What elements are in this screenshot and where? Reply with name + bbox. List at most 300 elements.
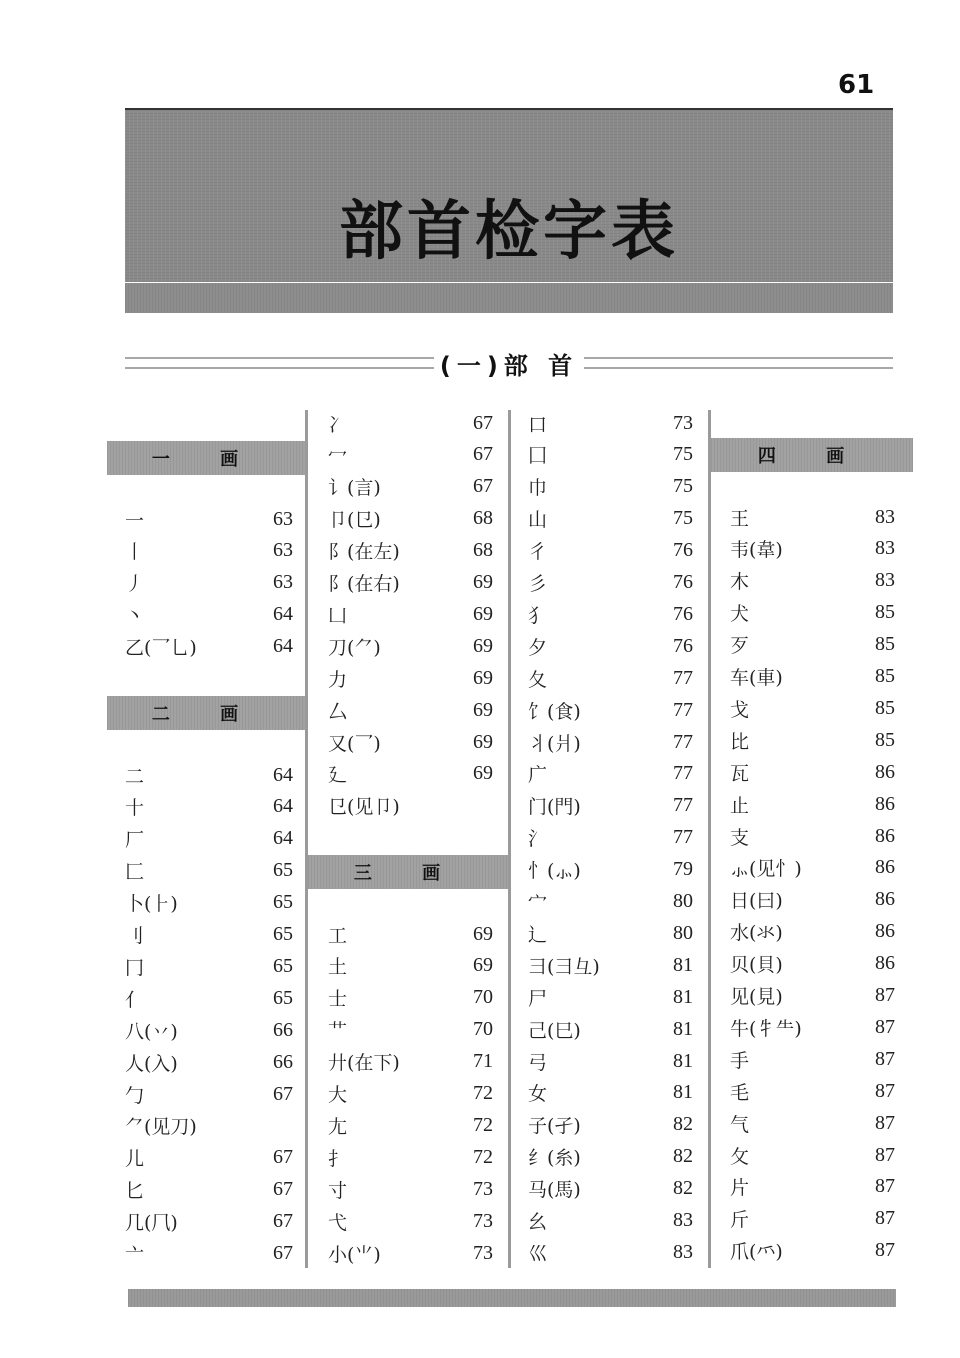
radical-page-number: 87 [875, 1079, 895, 1102]
radical-label: 支 [730, 826, 750, 849]
radical-label: 牛(牜⺧) [730, 1017, 802, 1040]
radical-entry [125, 950, 293, 982]
radical-page-number: 65 [273, 986, 293, 1009]
radical-page-number: 80 [673, 921, 693, 944]
radical-entry [528, 662, 693, 694]
radical-entry [730, 980, 895, 1012]
radical-page-number: 67 [273, 1242, 293, 1264]
radical-entry [328, 726, 493, 758]
radical-entry [328, 1173, 493, 1205]
radical-page-number: 83 [875, 505, 895, 528]
radical-label: 工 [328, 924, 348, 947]
radical-entry [528, 1013, 693, 1045]
radical-entry [528, 790, 693, 822]
radical-label: 戈 [730, 698, 750, 721]
radical-entry [730, 565, 895, 597]
radical-page-number: 83 [875, 569, 895, 592]
radical-label: 日(曰) [730, 890, 783, 913]
radical-page-number: 86 [875, 888, 895, 911]
radical-entry [730, 1203, 895, 1235]
radical-page-number: 70 [473, 1018, 493, 1041]
radical-label: 阝(在右) [328, 573, 400, 595]
radical-label: 韦(韋) [730, 539, 783, 562]
radical-label: 廴 [328, 764, 348, 787]
radical-entry [730, 916, 895, 948]
radical-entry [125, 1110, 293, 1142]
column-divider [708, 410, 711, 1268]
radical-label: ⺗(见忄) [730, 858, 802, 881]
radical-label: 扌 [328, 1147, 348, 1170]
radical-page-number: 87 [875, 984, 895, 1006]
radical-label: 木 [730, 571, 750, 594]
radical-entry [528, 726, 693, 758]
radical-page-number: 75 [673, 475, 693, 498]
radical-entry [730, 948, 895, 980]
radical-label: 巛 [528, 1242, 548, 1265]
radical-entry [528, 758, 693, 790]
radical-page-number: 85 [875, 728, 895, 751]
radical-label: 攵 [730, 1145, 750, 1168]
radical-page-number: 81 [673, 1017, 693, 1040]
radical-label: 宀 [528, 892, 548, 914]
radical-label: 乙(乛乚) [125, 637, 197, 660]
radical-page-number: 87 [875, 1175, 895, 1198]
radical-label: 女 [528, 1083, 548, 1106]
radical-page-number: 65 [273, 954, 293, 977]
radical-label: 儿 [125, 1148, 145, 1171]
radical-entry [528, 822, 693, 854]
radical-page-number: 69 [473, 571, 493, 593]
radical-label: 寸 [328, 1179, 348, 1202]
radical-label: 手 [730, 1049, 750, 1072]
radical-entry [528, 535, 693, 567]
radical-entry [125, 855, 293, 887]
radical-page-number: 85 [875, 633, 895, 656]
radical-label: 己(巳) [528, 1019, 581, 1042]
radical-page-number: 69 [473, 698, 493, 721]
radical-label: 十 [125, 797, 145, 820]
radical-label: 辶 [528, 923, 548, 946]
radical-page-number: 64 [273, 763, 293, 786]
radical-entry [125, 1238, 293, 1270]
radical-label: 刀(⺈) [328, 636, 381, 659]
radical-entry [328, 950, 493, 982]
radical-label: 厶 [328, 700, 348, 723]
radical-entry [528, 886, 693, 918]
radical-entry [125, 919, 293, 951]
radical-entry [328, 439, 493, 471]
radical-page-number: 82 [673, 1177, 693, 1200]
radical-label: 丬(爿) [528, 732, 581, 755]
radical-page-number: 75 [673, 443, 693, 466]
radical-page-number: 65 [273, 923, 293, 945]
radical-entry [730, 1011, 895, 1043]
radical-page-number: 87 [875, 1143, 895, 1166]
radical-label: 犭 [528, 604, 548, 627]
radical-page-number: 86 [875, 760, 895, 783]
radical-page-number: 70 [473, 986, 493, 1009]
radical-entry [528, 981, 693, 1013]
radical-page-number: 86 [875, 952, 895, 975]
radical-page-number: 69 [473, 922, 493, 945]
radical-page-number: 65 [273, 891, 293, 914]
radical-label: 马(馬) [528, 1179, 581, 1202]
radical-page-number: 81 [673, 953, 693, 976]
radical-entry [528, 1141, 693, 1173]
radical-label: 丿 [125, 573, 145, 596]
radical-page-number: 86 [875, 824, 895, 847]
radical-entry [528, 503, 693, 535]
radical-label: 士 [328, 988, 348, 1011]
radical-entry [125, 1174, 293, 1206]
radical-entry [125, 1078, 293, 1110]
radical-label: 几(⺇) [125, 1212, 178, 1235]
radical-entry [125, 503, 293, 535]
radical-label: 丨 [125, 541, 145, 564]
radical-entry [730, 1235, 895, 1267]
radical-label: 彐(⺕彑) [528, 955, 600, 978]
radical-page-number: 77 [673, 794, 693, 817]
radical-label: 彡 [528, 573, 548, 595]
radical-page-number: 69 [473, 762, 493, 785]
radical-page-number: 68 [473, 539, 493, 562]
radical-page-number: 66 [273, 1018, 293, 1041]
radical-entry [328, 503, 493, 535]
radical-page-number: 69 [473, 602, 493, 625]
radical-entry [730, 1075, 895, 1107]
radical-entry [328, 982, 493, 1014]
radical-entry [730, 597, 895, 629]
radical-page-number: 63 [273, 539, 293, 562]
radical-label: 凵 [328, 604, 348, 627]
radical-label: 气 [730, 1113, 750, 1136]
radical-page-number: 79 [673, 858, 693, 881]
radical-label: 彳 [528, 541, 548, 564]
stroke-header-1: 一 画 [107, 441, 305, 475]
radical-entry [328, 694, 493, 726]
radical-entry [328, 790, 493, 822]
radical-entry [328, 567, 493, 599]
radical-label: 斤 [730, 1209, 750, 1232]
radical-page-number: 67 [273, 1210, 293, 1233]
radical-entry [125, 567, 293, 599]
radical-entry [730, 820, 895, 852]
radical-page-number: 87 [875, 1207, 895, 1230]
radical-label: 冂 [125, 956, 145, 979]
radical-entry [528, 854, 693, 886]
radical-label: 一 [125, 509, 145, 532]
radical-entry [528, 1109, 693, 1141]
radical-page-number: 65 [273, 859, 293, 882]
radical-page-number: 69 [473, 666, 493, 689]
radical-label: 匕 [125, 1180, 145, 1203]
radical-entry [730, 788, 895, 820]
radical-label: 弓 [528, 1051, 548, 1074]
radical-page-number: 63 [273, 507, 293, 530]
radical-entry [528, 439, 693, 471]
radical-label: 刂 [125, 925, 145, 947]
radical-entry [125, 823, 293, 855]
radical-entry [730, 724, 895, 756]
radical-label: 瓦 [730, 762, 750, 785]
title-banner [125, 108, 893, 282]
radical-page-number: 82 [673, 1113, 693, 1136]
radical-page-number: 77 [673, 666, 693, 689]
radical-page-number: 86 [875, 856, 895, 879]
radical-entry [328, 471, 493, 503]
radical-page-number: 83 [673, 1209, 693, 1231]
radical-entry [528, 1045, 693, 1077]
radical-page-number: 77 [673, 698, 693, 721]
radical-entry [125, 1046, 293, 1078]
bottom-bar [128, 1289, 896, 1307]
radical-label: 㔾(见卩) [328, 796, 400, 819]
radical-page-number: 77 [673, 826, 693, 849]
radical-page-number: 67 [473, 475, 493, 498]
radical-page-number: 87 [875, 1015, 895, 1038]
radical-label: 幺 [528, 1211, 548, 1233]
radical-entry [328, 407, 493, 439]
radical-entry [125, 982, 293, 1014]
radical-label: 尢 [328, 1115, 348, 1138]
radical-page-number: 87 [875, 1111, 895, 1134]
column-divider [508, 410, 511, 1268]
radical-page-number: 73 [473, 1177, 493, 1200]
radical-label: 毛 [730, 1081, 750, 1104]
radical-entry [730, 1107, 895, 1139]
radical-page-number: 67 [273, 1178, 293, 1201]
section-heading-row [125, 348, 893, 378]
radical-page-number: 69 [473, 634, 493, 657]
radical-entry [328, 918, 493, 950]
radical-entry [528, 567, 693, 599]
radical-page-number: 86 [875, 792, 895, 815]
radical-entry [125, 1142, 293, 1174]
radical-page-number: 72 [473, 1145, 493, 1168]
radical-label: 小(⺌) [328, 1243, 381, 1266]
radical-label: 亠 [125, 1244, 145, 1266]
radical-entry [730, 1043, 895, 1075]
radical-page-number: 81 [673, 1049, 693, 1072]
radical-page-number: 83 [875, 537, 895, 560]
radical-page-number: 82 [673, 1145, 693, 1168]
radical-label: 歹 [730, 635, 750, 658]
double-rule-right [584, 357, 893, 369]
radical-label: 八(丷) [125, 1020, 178, 1043]
radical-label: 卩(㔾) [328, 509, 381, 532]
radical-label: 夕 [528, 636, 548, 659]
stroke-header-3: 三 画 [308, 855, 508, 889]
radical-label: 王 [730, 507, 750, 530]
radical-entry [528, 1077, 693, 1109]
radical-entry [528, 598, 693, 630]
radical-entry [125, 759, 293, 791]
radical-entry [528, 630, 693, 662]
radical-entry [125, 631, 293, 663]
radical-label: 忄(⺗) [528, 860, 581, 883]
radical-entry [125, 887, 293, 919]
radical-entry [328, 535, 493, 567]
radical-page-number: 72 [473, 1082, 493, 1104]
radical-entry [528, 471, 693, 503]
radical-label: 冖 [328, 445, 348, 468]
radical-label: 犬 [730, 603, 750, 626]
radical-page-number: 75 [673, 507, 693, 530]
radical-label: 弋 [328, 1211, 348, 1234]
radical-entry [328, 630, 493, 662]
radical-label: 冫 [328, 413, 348, 436]
radical-entry [528, 407, 693, 439]
title-banner-lower-band [125, 283, 893, 313]
radical-label: 亻 [125, 988, 145, 1011]
radical-page-number: 77 [673, 762, 693, 785]
radical-label: 比 [730, 730, 750, 753]
radical-page-number: 73 [473, 1241, 493, 1264]
radical-page-number: 73 [473, 1209, 493, 1232]
double-rule-left [125, 357, 434, 369]
radical-entry [730, 884, 895, 916]
stroke-header-2: 二 画 [107, 696, 305, 730]
radical-page-number: 64 [273, 635, 293, 658]
radical-entry [730, 1139, 895, 1171]
radical-entry [730, 533, 895, 565]
radical-page-number: 67 [473, 411, 493, 434]
page-number: 61 [838, 70, 875, 100]
radical-label: 止 [730, 794, 750, 817]
radical-entry [125, 1014, 293, 1046]
radical-label: 艹 [328, 1020, 348, 1043]
radical-page-number: 87 [875, 1239, 895, 1262]
radical-label: 二 [125, 765, 145, 788]
radical-page-number: 81 [673, 985, 693, 1008]
column-divider [305, 410, 308, 1268]
radical-page-number: 77 [673, 730, 693, 753]
radical-entry [528, 1236, 693, 1268]
radical-entry [528, 1205, 693, 1237]
radical-label: 大 [328, 1084, 348, 1106]
radical-entry [328, 1141, 493, 1173]
radical-label: 山 [528, 509, 548, 532]
radical-entry [125, 599, 293, 631]
radical-page-number: 64 [273, 827, 293, 850]
radical-label: 车(車) [730, 667, 783, 689]
radical-label: 广 [528, 764, 548, 787]
radical-label: 厂 [125, 829, 145, 852]
radical-label: ⺈(见刀) [125, 1116, 197, 1139]
radical-label: 水(氺) [730, 922, 783, 945]
radical-label: 纟(糸) [528, 1147, 581, 1170]
radical-entry [528, 917, 693, 949]
radical-label: 爪(⺤) [730, 1241, 783, 1264]
radical-label: 又(⺂) [328, 732, 381, 755]
radical-label: 讠(言) [328, 477, 381, 500]
radical-page-number: 64 [273, 603, 293, 626]
radical-label: 匚 [125, 861, 145, 884]
radical-entry [328, 1205, 493, 1237]
stroke-header-4: 四 画 [711, 438, 913, 472]
radical-label: 口 [528, 413, 548, 436]
radical-page-number: 69 [473, 730, 493, 753]
radical-entry [528, 949, 693, 981]
radical-label: 子(孑) [528, 1115, 581, 1138]
radical-entry [528, 1173, 693, 1205]
radical-entry [328, 662, 493, 694]
radical-label: 阝(在左) [328, 541, 400, 564]
radical-page-number: 76 [673, 539, 693, 562]
radical-label: 力 [328, 668, 348, 691]
radical-page-number: 83 [673, 1240, 693, 1263]
radical-entry [125, 1206, 293, 1238]
radical-page-number: 71 [473, 1050, 493, 1073]
radical-label: 夂 [528, 668, 548, 691]
radical-page-number: 68 [473, 507, 493, 530]
radical-label: 勹 [125, 1084, 145, 1107]
radical-page-number: 66 [273, 1050, 293, 1073]
radical-label: 廾(在下) [328, 1052, 400, 1075]
radical-entry [328, 1109, 493, 1141]
radical-entry [328, 1237, 493, 1269]
radical-entry [328, 1046, 493, 1078]
radical-page-number: 86 [875, 920, 895, 943]
radical-page-number: 72 [473, 1113, 493, 1136]
radical-entry [730, 661, 895, 693]
section-heading: (一)部 首 [439, 351, 579, 380]
radical-entry [125, 535, 293, 567]
radical-page-number: 85 [875, 601, 895, 624]
radical-label: 卜(⺊) [125, 893, 178, 916]
radical-label: 巾 [528, 477, 548, 500]
radical-page-number: 80 [673, 890, 693, 912]
radical-entry [328, 598, 493, 630]
radical-page-number: 67 [273, 1146, 293, 1169]
radical-label: 土 [328, 956, 348, 979]
radical-entry [328, 1078, 493, 1110]
radical-page-number: 81 [673, 1081, 693, 1104]
radical-entry [730, 692, 895, 724]
radical-label: 丶 [125, 605, 145, 628]
radical-label: 见(見) [730, 986, 783, 1008]
radical-page-number: 85 [875, 665, 895, 687]
radical-entry [730, 852, 895, 884]
radical-label: 尸 [528, 987, 548, 1010]
radical-entry [328, 758, 493, 790]
radical-entry [528, 694, 693, 726]
radical-page-number: 67 [273, 1082, 293, 1105]
page-title: 部首检字表 [339, 194, 679, 269]
radical-page-number: 76 [673, 602, 693, 625]
radical-label: 氵 [528, 828, 548, 851]
radical-entry [730, 501, 895, 533]
radical-label: 门(門) [528, 796, 581, 819]
radical-entry [730, 1171, 895, 1203]
radical-label: 片 [730, 1177, 750, 1200]
radical-label: 贝(貝) [730, 954, 783, 977]
radical-page-number: 85 [875, 696, 895, 719]
radical-label: 饣(食) [528, 700, 581, 723]
radical-page-number: 69 [473, 954, 493, 977]
radical-entry [125, 791, 293, 823]
radical-label: 人(入) [125, 1052, 178, 1075]
radical-entry [730, 629, 895, 661]
radical-page-number: 63 [273, 571, 293, 594]
radical-page-number: 76 [673, 634, 693, 657]
radical-page-number: 64 [273, 795, 293, 818]
radical-page-number: 87 [875, 1047, 895, 1070]
radical-entry [328, 1014, 493, 1046]
radical-page-number: 67 [473, 443, 493, 466]
radical-page-number: 76 [673, 571, 693, 593]
radical-page-number: 73 [673, 411, 693, 434]
